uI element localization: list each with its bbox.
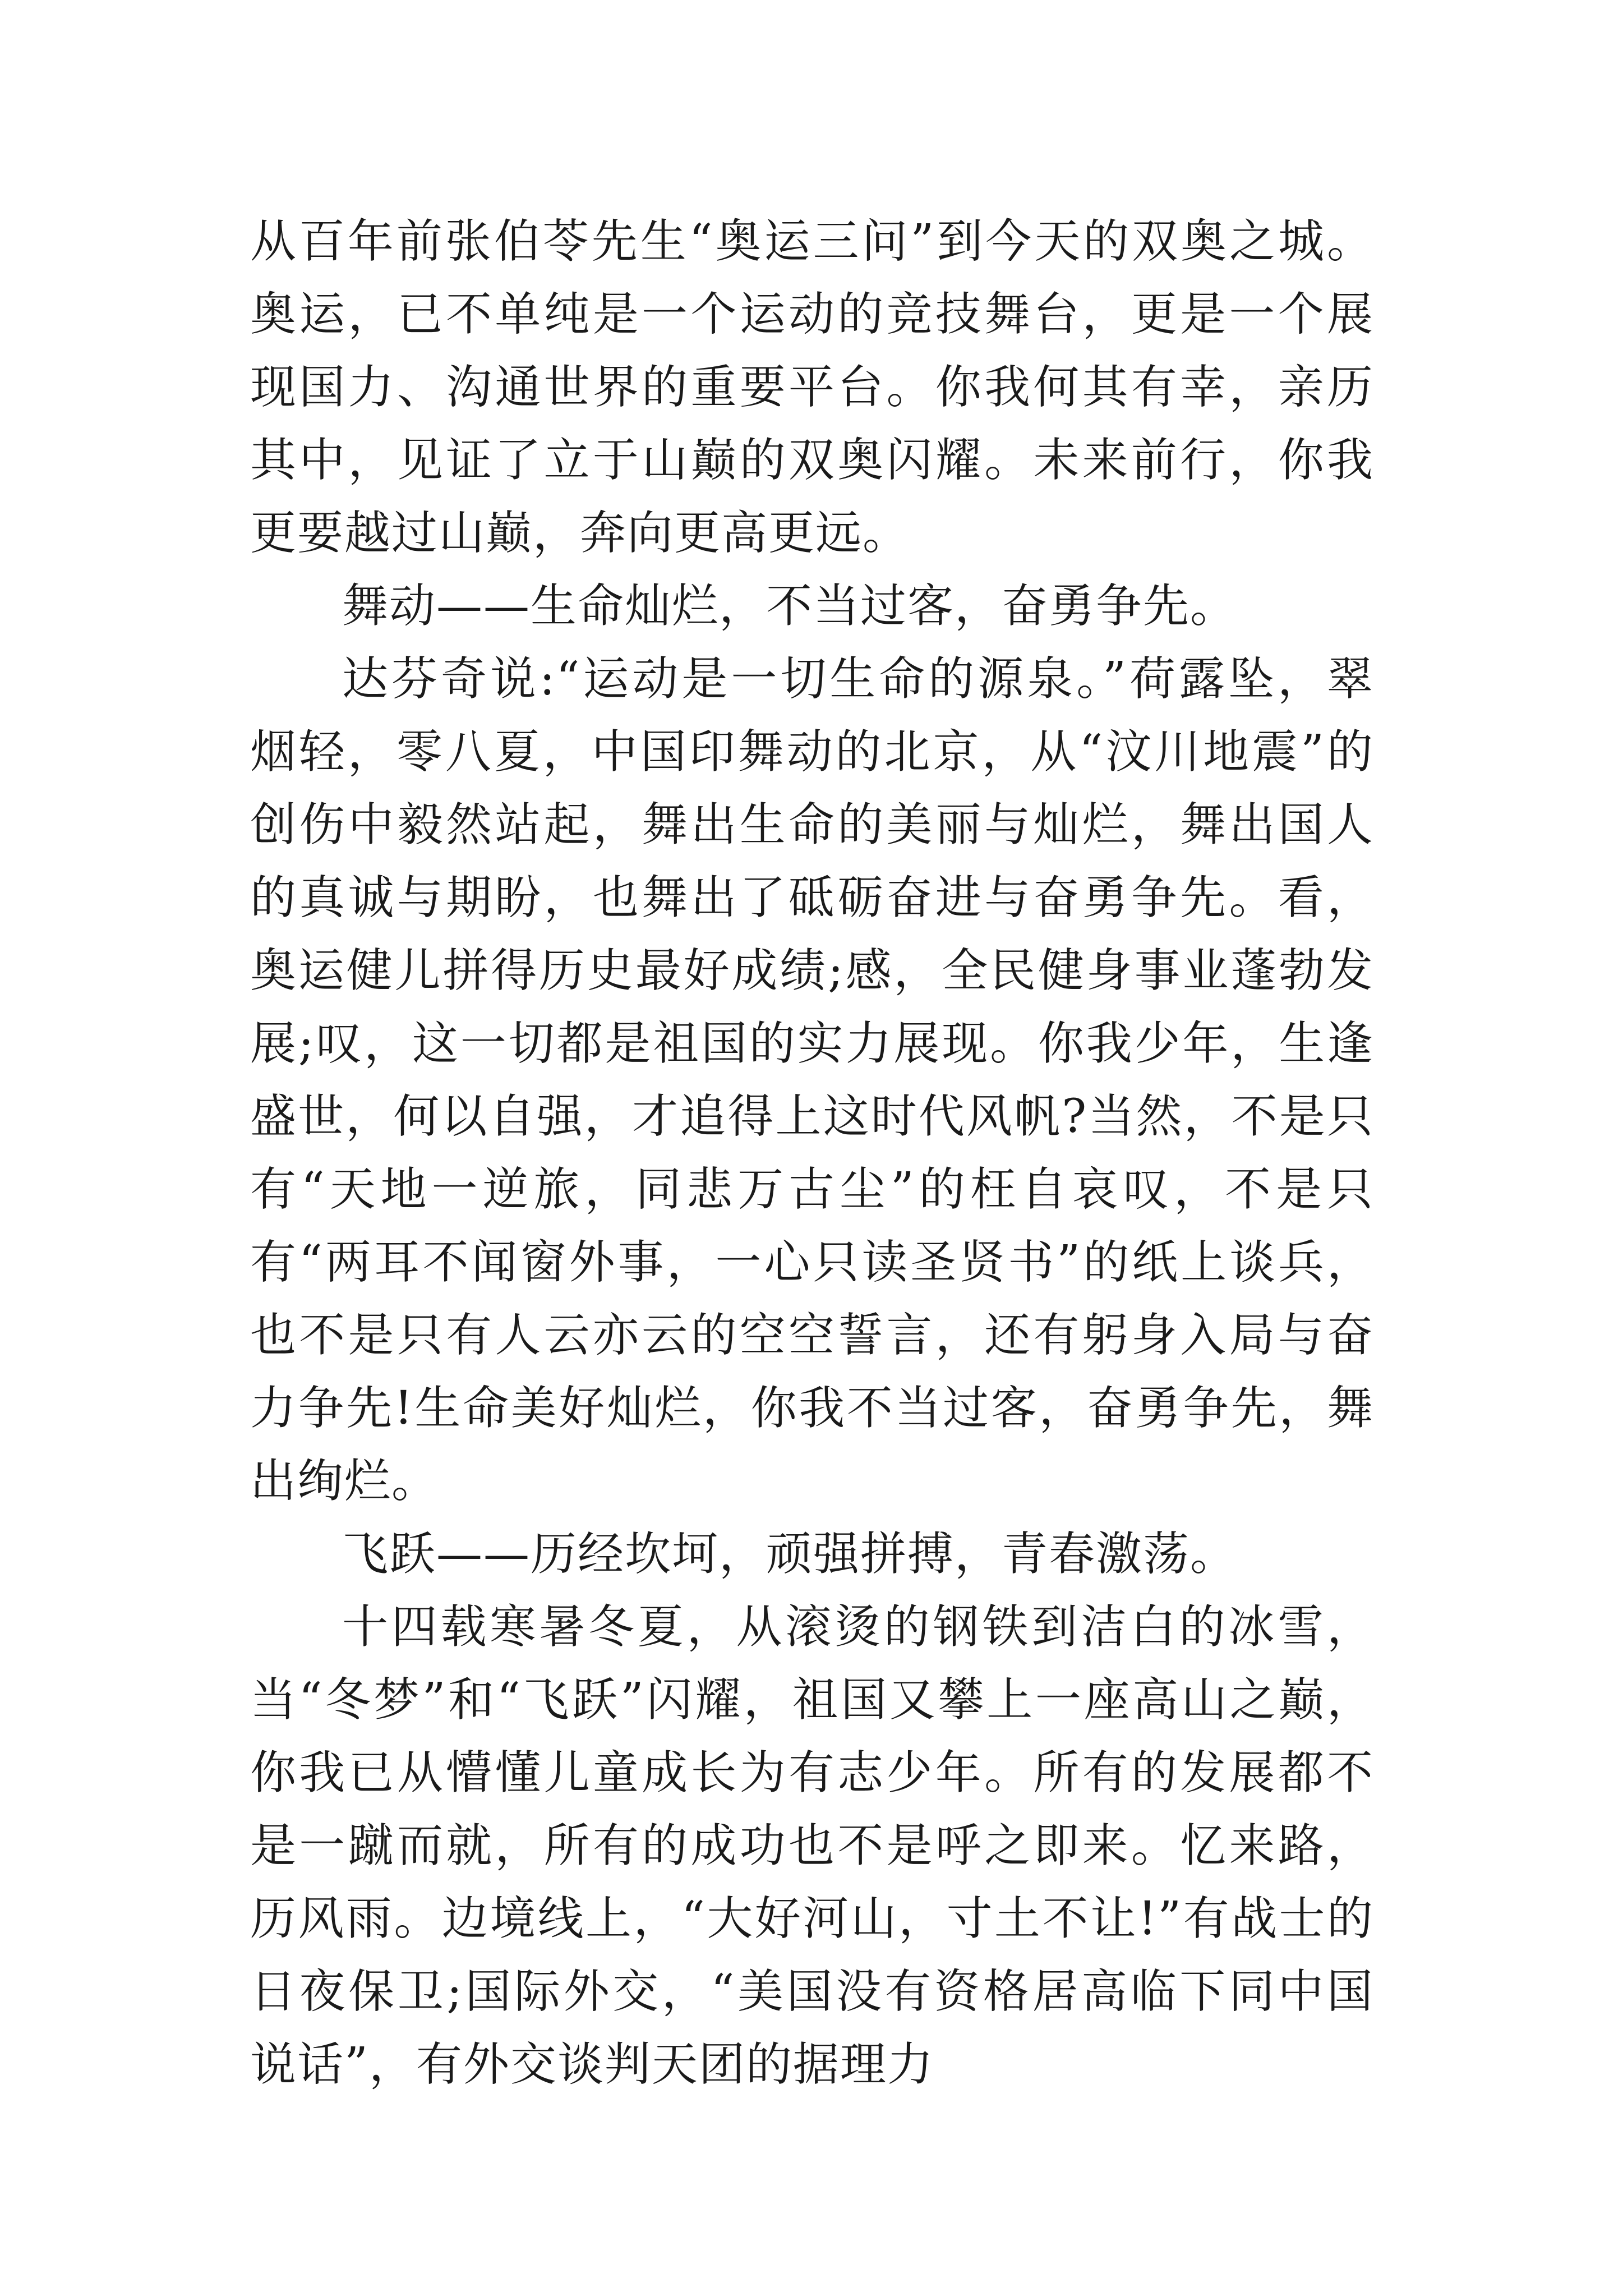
paragraph-dance: 达芬奇说:“运动是一切生命的源泉。”荷露坠，翠烟轻，零八夏，中国印舞动的北京，从“汶川地震”的创伤中毅然站起，舞出生命的美丽与灿烂，舞出国人的真诚与期盼，也舞出了砥砺奋进与奋勇争先。看，奥运健儿拼得历史最好成绩;感，全民健身事业蓬勃发展;叹，这一切都是祖国的实力展现。你我少年，生逢盛世，何以自强，才追得上这时代风帆?当然，不是只有“天地一逆旅，同悲万古尘”的枉自哀叹，不是只有“两耳不闻窗外事，一心只读圣贤书”的纸上谈兵，也不是只有人云亦云的空空誓言，还有躬身入局与奋力争先!生命美好灿烂，你我不当过客，奋勇争先，舞出绚烂。 [250,652,1374,1508]
document-body [250,205,1374,2101]
section-heading-dance: 舞动——生命灿烂，不当过客，奋勇争先。 [342,579,1238,633]
paragraph-leap: 十四载寒暑冬夏，从滚烫的钢铁到洁白的冰雪，当“冬梦”和“飞跃”闪耀，祖国又攀上一座高山之巅，你我已从懵懂儿童成长为有志少年。所有的发展都不是一蹴而就，所有的成功也不是呼之即来。忆来路，历风雨。边境线上，“大好河山，寸土不让!”有战士的日夜保卫;国际外交，“美国没有资格居高临下同中国说话”，有外交谈判天团的据理力 [250,1600,1374,2091]
paragraph-intro: 从百年前张伯苓先生“奥运三问”到今天的双奥之城。奥运，已不单纯是一个运动的竞技舞台，更是一个展现国力、沟通世界的重要平台。你我何其有幸，亲历其中，见证了立于山巅的双奥闪耀。未来前行，你我更要越过山巅，奔向更高更远。 [250,215,1374,560]
section-heading-leap: 飞跃——历经坎坷，顽强拼搏，青春激荡。 [342,1527,1238,1581]
